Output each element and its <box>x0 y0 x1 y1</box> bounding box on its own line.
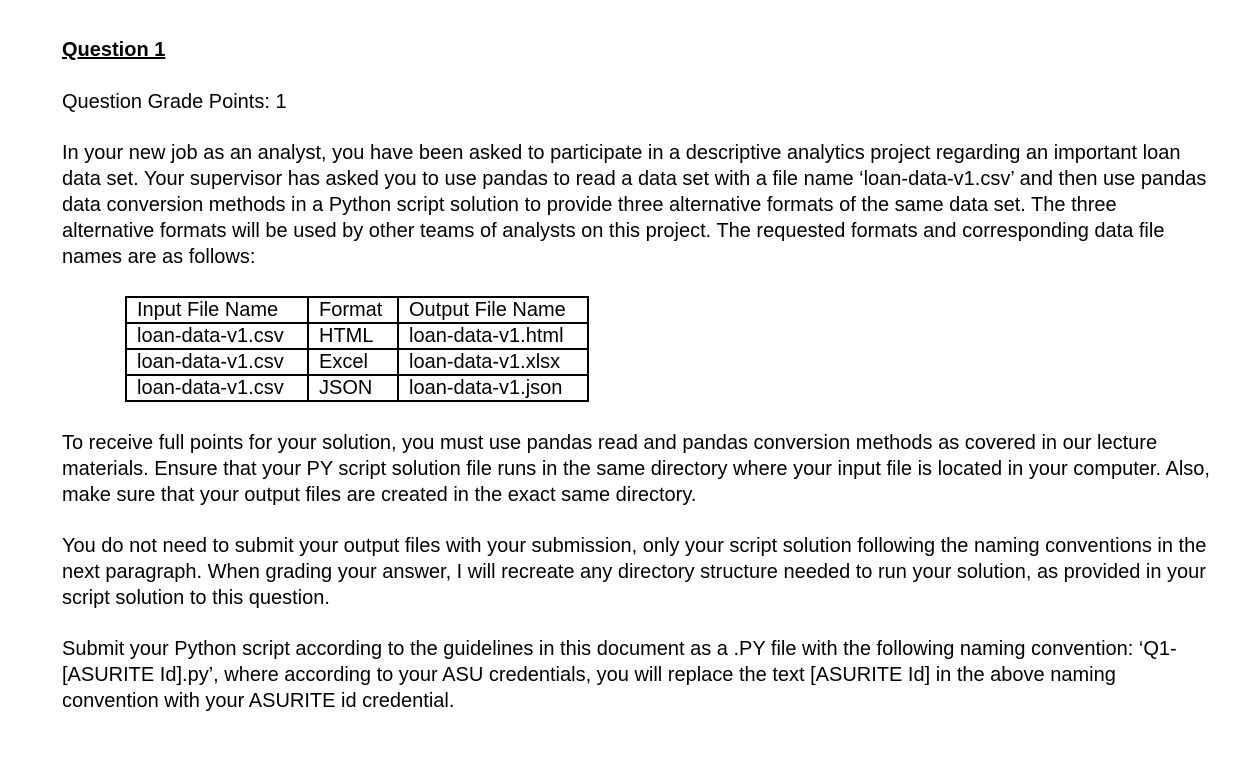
table-row <box>126 349 588 375</box>
table-row <box>126 323 588 349</box>
output-file-cell: loan-data-v1.json <box>398 375 588 401</box>
output-file-cell: loan-data-v1.xlsx <box>398 349 588 375</box>
question-grade-points: Question Grade Points: 1 <box>62 91 287 113</box>
table-row <box>126 375 588 401</box>
header-format: Format <box>308 297 398 323</box>
input-file-cell: loan-data-v1.csv <box>126 349 308 375</box>
intro-paragraph: In your new job as an analyst, you have been asked to participate in a descriptive analytics project regarding an important loan data set. Your supervisor has asked you to use pandas to read a data set with a file name ‘loan-data-v1.csv’ and then use pandas data conversion methods in a Python script solution to provide three alternative formats of the same data set. The three alternative formats will be used by other teams of analysts on this project. The requested formats and corresponding data file names are as follows: <box>62 142 1207 268</box>
format-cell: JSON <box>308 375 398 401</box>
format-cell: HTML <box>308 323 398 349</box>
input-file-cell: loan-data-v1.csv <box>126 323 308 349</box>
document-page <box>62 36 1212 714</box>
question-title: Question 1 <box>62 39 166 61</box>
header-output-file-name: Output File Name <box>398 297 588 323</box>
table-header-row <box>126 297 588 323</box>
output-file-cell: loan-data-v1.html <box>398 323 588 349</box>
no-submit-paragraph: You do not need to submit your output files with your submission, only your script solution following the naming conventions in the next paragraph. When grading your answer, I will recreate any directory structure needed to run your solution, as provided in your script solution to this question. <box>62 535 1207 609</box>
full-points-paragraph: To receive full points for your solution, you must use pandas read and pandas conversion methods as covered in our lecture materials. Ensure that your PY script solution file runs in the same directory where your input file is located in your computer. Also, make sure that your output files are created in the exact same directory. <box>62 432 1210 506</box>
file-format-table-wrapper <box>125 296 1212 402</box>
file-format-table <box>125 296 589 402</box>
submit-paragraph: Submit your Python script according to the guidelines in this document as a .PY file with the following naming convention: ‘Q1-[ASURITE Id].py’, where according to your ASU credentials, you will replace the text [ASURITE Id] in the above naming convention with your ASURITE id credential. <box>62 638 1177 712</box>
header-input-file-name: Input File Name <box>126 297 308 323</box>
format-cell: Excel <box>308 349 398 375</box>
input-file-cell: loan-data-v1.csv <box>126 375 308 401</box>
